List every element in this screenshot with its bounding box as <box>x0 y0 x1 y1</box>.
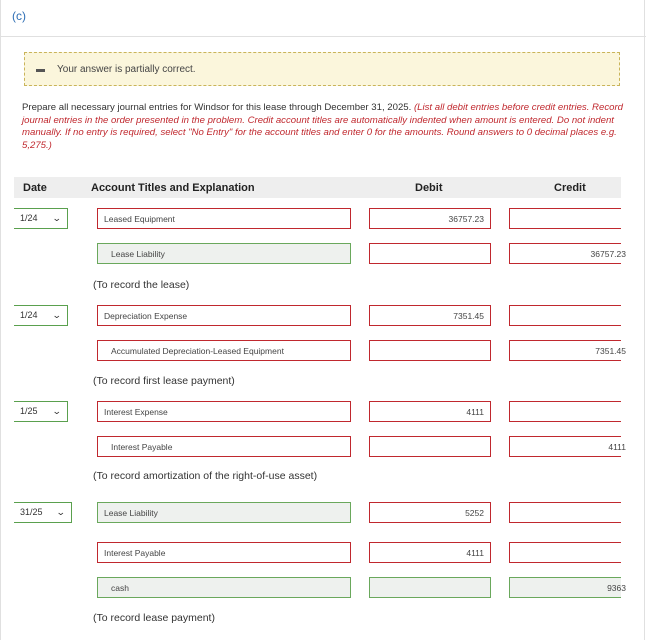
debit-amount-text: 4111 <box>466 548 484 558</box>
part-header <box>1 0 646 37</box>
instructions-text: Prepare all necessary journal entries for Windsor for this lease through December 31, 2025. <box>22 102 414 113</box>
chevron-down-icon: ⌄ <box>52 310 63 320</box>
credit-amount-text: 36757.23 <box>590 249 626 259</box>
instructions-emphasis: (List all debit entries before credit entries. Record journal entries in the order presented in the problem. Credit account titles are automatically indented when amount is entered. Do not indent manually. If no entry is required, select "No Entry" for the account titles and enter 0 for the amounts. Round answers to 0 decimal places e.g. 5,275.) <box>22 102 623 151</box>
entry-1-line-2-credit[interactable] <box>509 243 626 264</box>
entry-2-line-1-account[interactable] <box>97 305 351 326</box>
account-title-text: Depreciation Expense <box>104 311 188 321</box>
entry-1-date-select[interactable] <box>14 208 68 229</box>
answer-status-text: Your answer is partially correct. <box>57 64 196 75</box>
credit-amount-text: 4111 <box>608 442 626 452</box>
entry-2-memo: (To record first lease payment) <box>93 375 235 387</box>
partial-correct-icon <box>36 69 45 72</box>
entry-4-memo: (To record lease payment) <box>93 612 215 624</box>
account-title-text: Accumulated Depreciation-Leased Equipment <box>111 346 284 356</box>
entry-3-line-2-debit[interactable] <box>369 436 491 457</box>
entry-3-line-2-credit[interactable] <box>509 436 626 457</box>
entry-1-line-1-account[interactable] <box>97 208 351 229</box>
entry-1-line-2-debit[interactable] <box>369 243 491 264</box>
account-title-text: Interest Payable <box>104 548 166 558</box>
entry-3-date-value: 1/25 <box>20 406 38 416</box>
entry-4-line-1-debit[interactable] <box>369 502 491 523</box>
entry-1-date-value: 1/24 <box>20 213 38 223</box>
account-title-text: Lease Liability <box>111 249 165 259</box>
account-title-text: Leased Equipment <box>104 214 175 224</box>
entry-4-line-2-debit[interactable] <box>369 542 491 563</box>
account-title-text: cash <box>111 583 129 593</box>
entry-2-date-select[interactable] <box>14 305 68 326</box>
entry-3-date-select[interactable] <box>14 401 68 422</box>
entry-4-line-1-account[interactable] <box>97 502 351 523</box>
entry-3-line-2-account[interactable] <box>97 436 351 457</box>
credit-amount-text: 7351.45 <box>595 346 626 356</box>
header-credit: Credit <box>554 182 586 194</box>
entry-2-line-1-credit[interactable] <box>509 305 621 326</box>
header-date: Date <box>23 182 47 194</box>
entry-3-line-1-account[interactable] <box>97 401 351 422</box>
instructions <box>22 102 627 152</box>
chevron-down-icon: ⌄ <box>52 213 63 223</box>
debit-amount-text: 5252 <box>465 508 484 518</box>
entry-4-line-3-debit[interactable] <box>369 577 491 598</box>
entry-1-line-1-debit[interactable] <box>369 208 491 229</box>
entry-1-line-2-account[interactable] <box>97 243 351 264</box>
credit-amount-text: 9363 <box>607 583 626 593</box>
chevron-down-icon: ⌄ <box>56 507 67 517</box>
debit-amount-text: 4111 <box>466 407 484 417</box>
entry-3-line-1-debit[interactable] <box>369 401 491 422</box>
debit-amount-text: 7351.45 <box>453 311 484 321</box>
chevron-down-icon: ⌄ <box>52 406 63 416</box>
answer-status-banner <box>24 52 620 86</box>
entry-4-line-2-account[interactable] <box>97 542 351 563</box>
debit-amount-text: 36757.23 <box>448 214 484 224</box>
entry-4-line-3-credit[interactable] <box>509 577 626 598</box>
entry-4-date-select[interactable] <box>14 502 72 523</box>
account-title-text: Interest Payable <box>111 442 173 452</box>
account-title-text: Lease Liability <box>104 508 158 518</box>
entry-1-memo: (To record the lease) <box>93 279 190 291</box>
entry-4-line-3-account[interactable] <box>97 577 351 598</box>
entry-2-line-2-debit[interactable] <box>369 340 491 361</box>
entry-2-line-1-debit[interactable] <box>369 305 491 326</box>
entry-4-line-1-credit[interactable] <box>509 502 621 523</box>
entry-3-memo: (To record amortization of the right-of-use asset) <box>93 470 318 482</box>
entry-3-line-1-credit[interactable] <box>509 401 621 422</box>
account-title-text: Interest Expense <box>104 407 168 417</box>
journal-table-header <box>14 177 621 198</box>
entry-4-line-2-credit[interactable] <box>509 542 621 563</box>
entry-2-date-value: 1/24 <box>20 310 38 320</box>
entry-1-line-1-credit[interactable] <box>509 208 621 229</box>
header-debit: Debit <box>415 182 443 194</box>
entry-2-line-2-credit[interactable] <box>509 340 626 361</box>
header-account: Account Titles and Explanation <box>91 182 255 194</box>
entry-4-date-value: 31/25 <box>20 507 43 517</box>
entry-2-line-2-account[interactable] <box>97 340 351 361</box>
part-label: (c) <box>12 9 26 23</box>
